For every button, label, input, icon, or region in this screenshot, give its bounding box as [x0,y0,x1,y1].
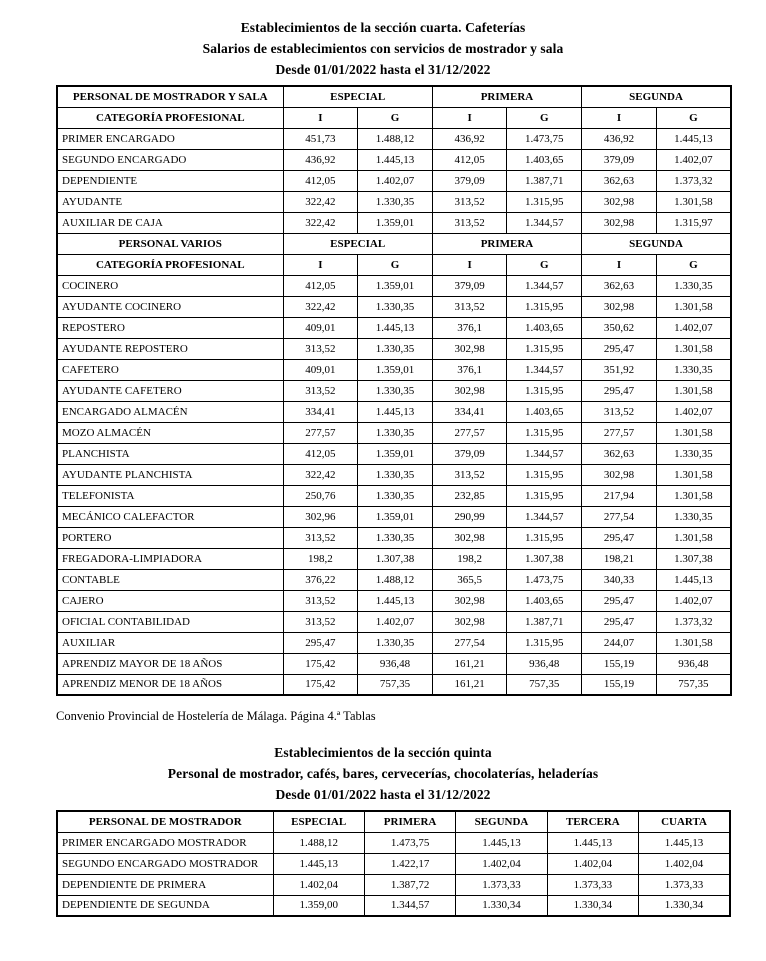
value-cell: 1.330,35 [358,296,433,317]
value-cell: 1.330,35 [358,527,433,548]
value-cell: 295,47 [283,632,358,653]
sub-header-cell: G [507,107,582,128]
table-row [57,380,731,401]
value-cell: 302,98 [432,338,507,359]
sub-header-cell: I [283,254,358,275]
value-cell: 313,52 [283,611,358,632]
value-cell: 409,01 [283,359,358,380]
value-cell: 1.301,58 [656,485,731,506]
value-cell: 362,63 [582,275,657,296]
value-cell: 1.473,75 [364,832,455,853]
value-cell: 1.330,35 [358,380,433,401]
category-cell: OFICIAL CONTABILIDAD [57,611,283,632]
value-cell: 1.301,58 [656,527,731,548]
value-cell: 1.445,13 [547,832,638,853]
sub-header-row [57,254,731,275]
category-cell: APRENDIZ MENOR DE 18 AÑOS [57,674,283,695]
column-header-cell: PRIMERA [364,811,455,832]
value-cell: 313,52 [283,590,358,611]
category-cell: TELEFONISTA [57,485,283,506]
value-cell: 1.330,34 [456,895,547,916]
value-cell: 175,42 [283,674,358,695]
salary-table-section5 [56,810,731,917]
value-cell: 1.445,13 [456,832,547,853]
table-row [57,653,731,674]
value-cell: 1.402,07 [656,317,731,338]
table-row [57,506,731,527]
section5-title: Establecimientos de la sección quinta [274,745,492,760]
category-cell: MOZO ALMACÉN [57,422,283,443]
value-cell: 313,52 [432,212,507,233]
value-cell: 936,48 [656,653,731,674]
value-cell: 155,19 [582,674,657,695]
value-cell: 1.344,57 [364,895,455,916]
table-row [57,443,731,464]
value-cell: 376,1 [432,317,507,338]
sub-header-cell: I [582,107,657,128]
value-cell: 1.307,38 [358,548,433,569]
sub-header-cell: I [432,254,507,275]
value-cell: 1.403,65 [507,317,582,338]
value-cell: 362,63 [582,170,657,191]
value-cell: 1.445,13 [358,590,433,611]
value-cell: 1.359,01 [358,275,433,296]
value-cell: 1.330,35 [358,485,433,506]
value-cell: 1.359,01 [358,443,433,464]
value-cell: 1.315,95 [507,485,582,506]
column-header-cell: ESPECIAL [273,811,364,832]
value-cell: 1.359,00 [273,895,364,916]
value-cell: 334,41 [432,401,507,422]
value-cell: 1.359,01 [358,359,433,380]
value-cell: 313,52 [283,380,358,401]
value-cell: 250,76 [283,485,358,506]
group-header-cell: PRIMERA [432,233,581,254]
value-cell: 334,41 [283,401,358,422]
value-cell: 1.315,97 [656,212,731,233]
value-cell: 1.402,04 [547,853,638,874]
table-row [57,212,731,233]
table-row [57,422,731,443]
group-header-row [57,233,731,254]
value-cell: 376,1 [432,359,507,380]
value-cell: 1.315,95 [507,380,582,401]
table-row [57,464,731,485]
value-cell: 1.402,04 [639,853,730,874]
value-cell: 302,98 [582,212,657,233]
value-cell: 1.473,75 [507,128,582,149]
category-cell: PORTERO [57,527,283,548]
column-header-cell: TERCERA [547,811,638,832]
value-cell: 277,57 [582,422,657,443]
sub-header-cell: I [432,107,507,128]
value-cell: 1.402,07 [656,401,731,422]
table-row [57,527,731,548]
value-cell: 302,98 [432,590,507,611]
value-cell: 1.373,33 [456,874,547,895]
category-cell: REPOSTERO [57,317,283,338]
category-cell: CONTABLE [57,569,283,590]
table-row [57,296,731,317]
value-cell: 302,98 [582,464,657,485]
value-cell: 936,48 [507,653,582,674]
value-cell: 1.445,13 [358,149,433,170]
value-cell: 1.344,57 [507,506,582,527]
value-cell: 1.445,13 [358,401,433,422]
value-cell: 244,07 [582,632,657,653]
section5-title-block [0,724,766,805]
value-cell: 277,54 [432,632,507,653]
column-header-cell: SEGUNDA [456,811,547,832]
value-cell: 1.488,12 [358,569,433,590]
category-cell: CAFETERO [57,359,283,380]
value-cell: 350,62 [582,317,657,338]
value-cell: 1.359,01 [358,212,433,233]
value-cell: 757,35 [507,674,582,695]
sub-header-cell: I [582,254,657,275]
table-row [57,674,731,695]
column-header-cell: CUARTA [639,811,730,832]
value-cell: 1.330,35 [656,359,731,380]
value-cell: 379,09 [432,275,507,296]
value-cell: 1.315,95 [507,191,582,212]
value-cell: 1.402,04 [456,853,547,874]
value-cell: 757,35 [358,674,433,695]
group-header-cell: SEGUNDA [582,233,731,254]
value-cell: 161,21 [432,653,507,674]
value-cell: 1.387,71 [507,170,582,191]
value-cell: 1.301,58 [656,296,731,317]
header-row [57,811,730,832]
value-cell: 379,09 [582,149,657,170]
value-cell: 1.315,95 [507,422,582,443]
value-cell: 1.402,07 [358,611,433,632]
table-row [57,632,731,653]
value-cell: 1.315,95 [507,464,582,485]
value-cell: 313,52 [582,401,657,422]
section-header-cell: PERSONAL VARIOS [57,233,283,254]
value-cell: 302,98 [432,380,507,401]
value-cell: 379,09 [432,170,507,191]
value-cell: 232,85 [432,485,507,506]
value-cell: 1.402,04 [273,874,364,895]
value-cell: 295,47 [582,527,657,548]
value-cell: 1.344,57 [507,275,582,296]
value-cell: 198,21 [582,548,657,569]
value-cell: 1.387,71 [507,611,582,632]
category-cell: AYUDANTE PLANCHISTA [57,464,283,485]
category-cell: AUXILIAR DE CAJA [57,212,283,233]
value-cell: 322,42 [283,212,358,233]
value-cell: 277,54 [582,506,657,527]
section5-subtitle: Personal de mostrador, cafés, bares, cervecerías, chocolaterías, heladerías [167,766,599,781]
category-cell: DEPENDIENTE [57,170,283,191]
value-cell: 1.315,95 [507,527,582,548]
table-row [57,149,731,170]
value-cell: 295,47 [582,338,657,359]
table-row [57,359,731,380]
value-cell: 412,05 [283,275,358,296]
value-cell: 313,52 [283,338,358,359]
value-cell: 1.307,38 [507,548,582,569]
value-cell: 1.373,33 [547,874,638,895]
value-cell: 1.387,72 [364,874,455,895]
value-cell: 1.330,34 [547,895,638,916]
salary-table-section5-body [57,811,730,916]
value-cell: 313,52 [432,296,507,317]
sub-header-row [57,107,731,128]
value-cell: 1.315,95 [507,296,582,317]
table-row [57,191,731,212]
table-row [57,170,731,191]
value-cell: 1.403,65 [507,401,582,422]
value-cell: 198,2 [432,548,507,569]
value-cell: 451,73 [283,128,358,149]
value-cell: 1.330,35 [358,191,433,212]
value-cell: 351,92 [582,359,657,380]
value-cell: 1.445,13 [358,317,433,338]
category-cell: SEGUNDO ENCARGADO [57,149,283,170]
value-cell: 1.301,58 [656,380,731,401]
table-row [57,485,731,506]
value-cell: 1.344,57 [507,443,582,464]
value-cell: 1.330,35 [358,338,433,359]
value-cell: 217,94 [582,485,657,506]
category-cell: PRIMER ENCARGADO [57,128,283,149]
category-cell: MECÁNICO CALEFACTOR [57,506,283,527]
value-cell: 322,42 [283,464,358,485]
category-cell: PRIMER ENCARGADO MOSTRADOR [57,832,273,853]
value-cell: 175,42 [283,653,358,674]
value-cell: 155,19 [582,653,657,674]
group-header-cell: SEGUNDA [582,86,731,107]
value-cell: 757,35 [656,674,731,695]
table-row [57,611,731,632]
value-cell: 412,05 [283,443,358,464]
value-cell: 1.301,58 [656,338,731,359]
sub-header-cell: G [656,254,731,275]
section4-date-range: Desde 01/01/2022 hasta el 31/12/2022 [275,62,491,77]
value-cell: 1.307,38 [656,548,731,569]
category-cell: DEPENDIENTE DE SEGUNDA [57,895,273,916]
sub-header-cell: G [507,254,582,275]
value-cell: 1.402,07 [358,170,433,191]
value-cell: 436,92 [283,149,358,170]
value-cell: 1.473,75 [507,569,582,590]
value-cell: 1.301,58 [656,464,731,485]
value-cell: 322,42 [283,191,358,212]
category-cell: DEPENDIENTE DE PRIMERA [57,874,273,895]
value-cell: 340,33 [582,569,657,590]
value-cell: 1.403,65 [507,149,582,170]
value-cell: 290,99 [432,506,507,527]
category-header-cell: CATEGORÍA PROFESIONAL [57,107,283,128]
value-cell: 1.330,35 [358,464,433,485]
value-cell: 1.445,13 [656,128,731,149]
category-cell: PLANCHISTA [57,443,283,464]
value-cell: 1.315,95 [507,338,582,359]
table-row [57,832,730,853]
category-cell: SEGUNDO ENCARGADO MOSTRADOR [57,853,273,874]
category-cell: COCINERO [57,275,283,296]
section4-subtitle: Salarios de establecimientos con servicios de mostrador y sala [202,41,564,56]
category-cell: FREGADORA-LIMPIADORA [57,548,283,569]
value-cell: 313,52 [432,464,507,485]
value-cell: 1.373,33 [639,874,730,895]
value-cell: 302,98 [432,611,507,632]
table-row [57,338,731,359]
section5-date-range: Desde 01/01/2022 hasta el 31/12/2022 [275,787,491,802]
value-cell: 1.445,13 [656,569,731,590]
column-header-cell: PERSONAL DE MOSTRADOR [57,811,273,832]
sub-header-cell: I [283,107,358,128]
value-cell: 1.301,58 [656,422,731,443]
value-cell: 1.445,13 [639,832,730,853]
value-cell: 379,09 [432,443,507,464]
value-cell: 295,47 [582,380,657,401]
table-row [57,317,731,338]
value-cell: 302,96 [283,506,358,527]
category-cell: AYUDANTE REPOSTERO [57,338,283,359]
sub-header-cell: G [358,254,433,275]
value-cell: 295,47 [582,611,657,632]
sub-header-cell: G [358,107,433,128]
table-row [57,401,731,422]
table-row [57,128,731,149]
group-header-cell: PRIMERA [432,86,581,107]
category-cell: ENCARGADO ALMACÉN [57,401,283,422]
value-cell: 436,92 [432,128,507,149]
value-cell: 412,05 [283,170,358,191]
value-cell: 1.301,58 [656,191,731,212]
value-cell: 1.330,35 [656,275,731,296]
value-cell: 322,42 [283,296,358,317]
table-row [57,275,731,296]
value-cell: 198,2 [283,548,358,569]
value-cell: 1.301,58 [656,632,731,653]
category-cell: AYUDANTE CAFETERO [57,380,283,401]
value-cell: 436,92 [582,128,657,149]
value-cell: 1.373,32 [656,170,731,191]
category-cell: AYUDANTE [57,191,283,212]
category-cell: CAJERO [57,590,283,611]
value-cell: 412,05 [432,149,507,170]
value-cell: 277,57 [432,422,507,443]
sub-header-cell: G [656,107,731,128]
value-cell: 1.315,95 [507,632,582,653]
table-row [57,548,731,569]
value-cell: 1.344,57 [507,359,582,380]
value-cell: 295,47 [582,590,657,611]
value-cell: 1.330,35 [656,506,731,527]
value-cell: 1.330,35 [358,422,433,443]
value-cell: 1.373,32 [656,611,731,632]
value-cell: 313,52 [283,527,358,548]
value-cell: 277,57 [283,422,358,443]
value-cell: 1.488,12 [358,128,433,149]
value-cell: 1.344,57 [507,212,582,233]
value-cell: 1.488,12 [273,832,364,853]
category-cell: AUXILIAR [57,632,283,653]
group-header-cell: ESPECIAL [283,86,432,107]
value-cell: 1.403,65 [507,590,582,611]
value-cell: 1.330,35 [358,632,433,653]
value-cell: 376,22 [283,569,358,590]
value-cell: 302,98 [582,296,657,317]
group-header-cell: ESPECIAL [283,233,432,254]
salary-table-section4 [56,85,732,696]
category-cell: AYUDANTE COCINERO [57,296,283,317]
table-row [57,895,730,916]
value-cell: 1.402,07 [656,149,731,170]
section-header-cell: PERSONAL DE MOSTRADOR Y SALA [57,86,283,107]
group-header-row [57,86,731,107]
value-cell: 936,48 [358,653,433,674]
category-cell: APRENDIZ MAYOR DE 18 AÑOS [57,653,283,674]
table-row [57,590,731,611]
value-cell: 1.330,34 [639,895,730,916]
table-row [57,874,730,895]
value-cell: 1.422,17 [364,853,455,874]
section4-title: Establecimientos de la sección cuarta. Cafeterías [240,20,526,35]
value-cell: 302,98 [582,191,657,212]
value-cell: 1.330,35 [656,443,731,464]
table-row [57,853,730,874]
value-cell: 313,52 [432,191,507,212]
value-cell: 409,01 [283,317,358,338]
category-header-cell: CATEGORÍA PROFESIONAL [57,254,283,275]
page-footer-note: Convenio Provincial de Hostelería de Málaga. Página 4.ª Tablas [56,709,376,723]
salary-table-section4-body [57,86,731,695]
value-cell: 161,21 [432,674,507,695]
value-cell: 1.402,07 [656,590,731,611]
value-cell: 302,98 [432,527,507,548]
value-cell: 1.445,13 [273,853,364,874]
table-row [57,569,731,590]
value-cell: 362,63 [582,443,657,464]
section4-title-block [0,0,766,80]
value-cell: 365,5 [432,569,507,590]
value-cell: 1.359,01 [358,506,433,527]
